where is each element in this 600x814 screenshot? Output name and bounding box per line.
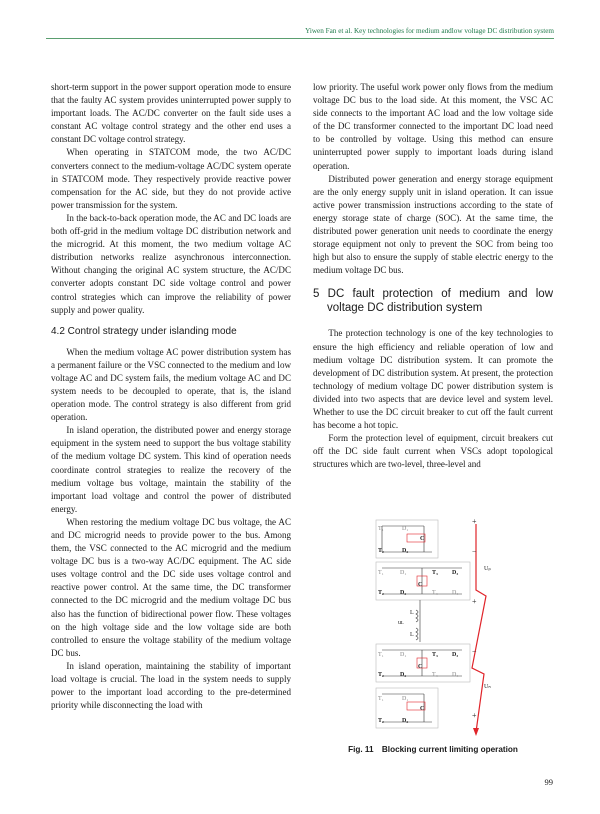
label-plus-bottom: + xyxy=(472,711,477,720)
label-d2c: D₂ xyxy=(400,672,407,678)
fault-arrow-head xyxy=(473,728,479,736)
label-c3: C xyxy=(418,664,423,670)
circuit-diagram xyxy=(372,518,500,740)
label-d1c: D₁ xyxy=(400,652,407,658)
label-d2: D₂ xyxy=(402,548,409,554)
paragraph: In the back-to-back operation mode, the AC and DC loads are both off-grid in the medium voltage DC distribution network and the microgrid. At this moment, the two medium voltage AC distribution networks realize asynchronous interconnection. Without changing the original AC system structure, the AC/DC converter adopts constant DC side voltage control and power control strategies which can improve the reliability of power supply and power quality. xyxy=(51,212,291,315)
left-column xyxy=(51,81,291,712)
paragraph: Distributed power generation and energy storage equipment are the only energy supply unit in island operation. It can issue active power transmission instructions according to the state of energy storage state of charge (SOC). At the same time, the distributed power generation unit needs to coordinate the energy storage equipment not only to prevent the SOC from being too high but also to ensure the supply of stable electric energy to the medium voltage DC bus. xyxy=(313,173,553,276)
label-l-top: L xyxy=(410,610,414,616)
label-un: Uₙ xyxy=(484,684,491,690)
label-t1: T₁ xyxy=(378,526,384,532)
label-plus-top: + xyxy=(472,518,477,526)
label-t2b: T₂ xyxy=(378,590,384,596)
label-t2: T₂ xyxy=(378,548,384,554)
label-d1: D₁ xyxy=(402,526,409,532)
paragraph: When operating in STATCOM mode, the two AC/DC converters connect to the medium-voltage AC/DC system operate in STATCOM mode. They respectively provide reactive power compensation for the AC side, but they do not provide active power transmission for the system. xyxy=(51,147,291,210)
circuit-figure xyxy=(372,518,500,740)
paragraph: In island operation, maintaining the stability of important load voltage is crucial. The load in the system needs to supply power to the important load according to the pre-determined priority while disconnecting the load with xyxy=(51,660,291,711)
figure-caption-text: Blocking current limiting operation xyxy=(381,745,518,754)
label-l-bottom: L xyxy=(410,632,414,638)
label-d4: D₄ xyxy=(452,590,459,596)
paragraph: In island operation, the distributed power and energy storage equipment in the system need to support the bus voltage stability of the medium voltage DC system. This kind of operation needs coordinate control strategies to realize the recovery of the medium voltage bus voltage, maintain the stability of the important load voltage and control the power of distributed energy. xyxy=(51,425,291,514)
inductor-section xyxy=(416,600,420,642)
section-title: 5 DC fault protection of medium and low voltage DC distribution system xyxy=(313,288,553,315)
right-column xyxy=(313,81,553,471)
paragraph: When restoring the medium voltage DC bus voltage, the AC and DC microgrid needs to provide power to the bus. Among them, the VSC connected to the AC microgrid and the medium voltage DC bus is a two-way AC/DC equipment. The AC side uses voltage control and the DC side uses voltage control and reactive power control. At the same time, the DC transformer connected to the DC microgrid and the medium voltage DC bus also has the function of bidirectional power flow. These voltages on the high voltage side and the low voltage side are both controlled to ensure the voltage stability of the medium voltage DC bus. xyxy=(51,516,291,658)
label-t4c: T₄ xyxy=(432,672,438,678)
label-d1d: D₁ xyxy=(402,696,409,702)
label-d2b: D₂ xyxy=(400,590,407,596)
paragraph: short-term support in the power support operation mode to ensure that the faulty AC system provides uninterrupted power supply to important loads. The AC/DC converter on the fault side uses a constant AC voltage control strategy and the other end uses a constant DC voltage control strategy. xyxy=(51,82,291,145)
label-d4c: D₄ xyxy=(452,672,459,678)
paragraph: When the medium voltage AC power distribution system has a permanent failure or the VSC connected to the medium and low voltage AC and DC system fails, the medium voltage AC and DC system needs to be decoupled to operate, that is, the island operation mode. The control strategy is also different from grid operation. xyxy=(51,346,291,423)
figure-caption xyxy=(313,745,553,754)
label-t1b: T₁ xyxy=(378,570,384,576)
label-d3c: D₃ xyxy=(452,652,459,658)
label-t4: T₄ xyxy=(432,590,438,596)
label-d2d: D₂ xyxy=(402,718,409,724)
label-ul: uʟ xyxy=(398,620,404,626)
paragraph: Form the protection level of equipment, circuit breakers cut off the DC side fault current when VSCs adopt topological structures which are two-level, three-level and xyxy=(313,433,553,470)
running-header: Yiwen Fan et al. Key technologies for medium andlow voltage DC distribution system xyxy=(305,27,554,35)
page-number: 99 xyxy=(544,777,553,787)
label-t2d: T₂ xyxy=(378,718,384,724)
label-t1d: T₁ xyxy=(378,696,384,702)
paragraph: The protection technology is one of the key technologies to ensure the high efficiency and reliable operation of low and medium voltage DC distribution system. It can promote the development of DC distribution system. At present, the protection technology of medium voltage DC power distribution system is divided into two aspects that are device level and system level. Whether to use the DC circuit breaker to cut off the fault current has become a hot topic. xyxy=(313,328,553,431)
label-t3: T₃ xyxy=(432,570,438,576)
header-rule xyxy=(46,38,554,39)
label-c2: C xyxy=(418,582,423,588)
label-up: Uₚ xyxy=(484,566,491,572)
label-t3c: T₃ xyxy=(432,652,438,658)
label-c: C xyxy=(420,536,425,542)
label-t1c: T₁ xyxy=(378,652,384,658)
figure-number: Fig. 11 xyxy=(348,745,374,754)
label-minus-top: − xyxy=(472,547,477,556)
label-t2c: T₂ xyxy=(378,672,384,678)
paragraph: low priority. The useful work power only flows from the medium voltage DC bus to the load side. At this moment, the VSC AC side connects to the important AC load and the low voltage side of the DC transformer connected to the important DC load need to be controlled by voltage. Using this method can ensure uninterrupted power supply to important loads during island operation. xyxy=(313,82,553,171)
label-d1b: D₁ xyxy=(400,570,407,576)
label-d3: D₃ xyxy=(452,570,459,576)
subsection-title: 4.2 Control strategy under islanding mode xyxy=(51,325,237,337)
label-plus-mid: + xyxy=(472,597,477,606)
label-c4: C xyxy=(420,706,425,712)
label-minus-mid: − xyxy=(472,647,477,656)
